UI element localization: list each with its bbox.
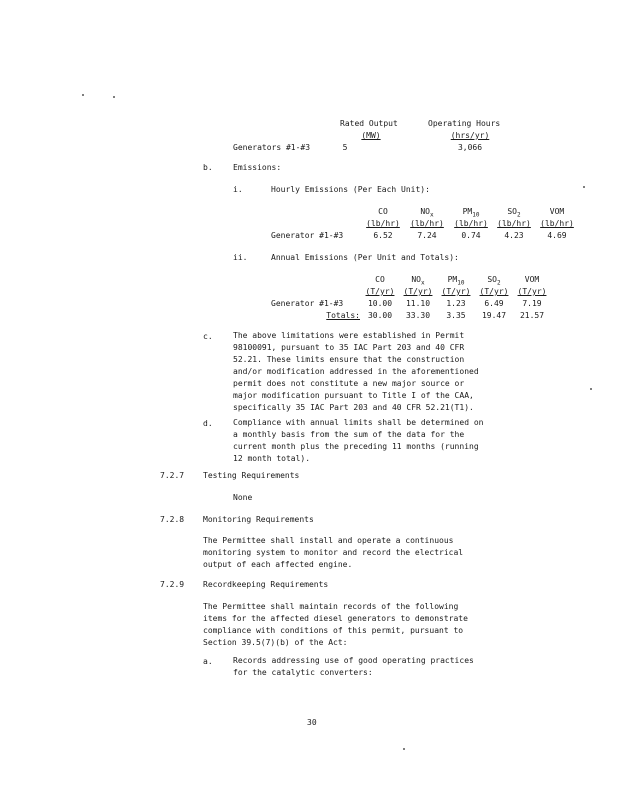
- annual-value-vom: 7.19: [522, 299, 542, 308]
- annual-total-pm10: 3.35: [446, 311, 466, 320]
- hourly-header-pm10: $PM_{10}$: [462, 207, 480, 219]
- scan-speck: [403, 748, 405, 750]
- annual-value-so2: 6.49: [484, 299, 504, 308]
- section-727-title: Testing Requirements: [203, 471, 300, 480]
- section-d-letter: d.: [203, 419, 213, 428]
- hourly-value-vom: 4.69: [547, 231, 567, 240]
- hourly-numeral: i.: [233, 185, 243, 194]
- section-729-text: The Permittee shall maintain records of the following items for the affected diesel generators to demonstrate compliance with conditions of this permit, pursuant to Section 39.5(7)(b) of the Act:: [203, 602, 468, 647]
- annual-totals-label: Totals:: [326, 311, 360, 320]
- item-a-text: Records addressing use of good operating practices for the catalytic converters:: [233, 656, 474, 677]
- scan-speck: [82, 94, 84, 96]
- hourly-unit-vom: (lb/hr): [540, 219, 574, 228]
- annual-value-co: 10.00: [367, 299, 393, 308]
- annual-header-pm10: $PM_{10}$: [447, 275, 465, 287]
- annual-header-vom: VOM: [524, 275, 540, 284]
- section-727-number: 7.2.7: [160, 471, 185, 480]
- annual-total-vom: 21.57: [519, 311, 545, 320]
- annual-total-co: 30.00: [367, 311, 393, 320]
- hourly-unit-so2: (lb/hr): [497, 219, 531, 228]
- scan-speck: [113, 96, 115, 98]
- section-c-letter: c.: [203, 332, 213, 341]
- operating-hours-header: Operating Hours: [428, 119, 501, 128]
- annual-unit-pm10: (T/yr): [441, 287, 471, 296]
- hourly-header-co: CO: [378, 207, 388, 216]
- section-729-number: 7.2.9: [160, 580, 185, 589]
- annual-value-nox: 11.10: [405, 299, 431, 308]
- section-728-title: Monitoring Requirements: [203, 515, 314, 524]
- section-728-text: The Permittee shall install and operate a continuous monitoring system to monitor and record the electrical output of each affected engine.: [203, 536, 464, 569]
- section-c-text: The above limitations were established in Permit 98100091, pursuant to 35 IAC Part 203 and 40 CFR 52.21. These limits ensure that the construction and/or modification addressed in the aforementioned permit does not constitute a new major source or major modification pursuant to Title I of the CAA, specifically 35 IAC Part 203 and 40 CFR 52.21(T1).: [233, 331, 479, 412]
- annual-unit-nox: (T/yr): [403, 287, 433, 296]
- section-729-title: Recordkeeping Requirements: [203, 580, 329, 589]
- annual-header-so2: $SO_2$: [487, 275, 501, 287]
- hourly-title: Hourly Emissions (Per Each Unit):: [271, 185, 430, 194]
- item-a-letter: a.: [203, 657, 213, 666]
- section-b-title: Emissions:: [233, 163, 282, 172]
- hourly-row-label: Generator #1-#3: [271, 231, 344, 240]
- annual-unit-so2: (T/yr): [479, 287, 509, 296]
- hourly-value-so2: 4.23: [504, 231, 524, 240]
- generators-row-label: Generators #1-#3: [233, 143, 311, 152]
- annual-row-label: Generator #1-#3: [271, 299, 344, 308]
- section-d-text: Compliance with annual limits shall be determined on a monthly basis from the sum of the data for the current month plus the preceding 11 months (running 12 month total).: [233, 418, 484, 463]
- hourly-header-nox: $NO_x$: [420, 207, 434, 219]
- operating-hours-value: 3,066: [457, 143, 483, 152]
- annual-unit-vom: (T/yr): [517, 287, 547, 296]
- scan-speck: [583, 186, 585, 188]
- annual-value-pm10: 1.23: [446, 299, 466, 308]
- hourly-header-so2: $SO_2$: [507, 207, 521, 219]
- hourly-value-pm10: 0.74: [461, 231, 481, 240]
- page-number: 30: [307, 718, 317, 727]
- hourly-header-vom: VOM: [549, 207, 565, 216]
- annual-unit-co: (T/yr): [365, 287, 395, 296]
- annual-header-nox: $NO_x$: [411, 275, 425, 287]
- section-b-letter: b.: [203, 163, 213, 172]
- rated-output-header: Rated Output: [340, 119, 398, 128]
- section-727-body: None: [233, 493, 253, 502]
- hourly-unit-nox: (lb/hr): [410, 219, 444, 228]
- annual-title: Annual Emissions (Per Unit and Totals):: [271, 253, 459, 262]
- scan-speck: [590, 388, 592, 390]
- hourly-value-co: 6.52: [373, 231, 393, 240]
- rated-output-value: 5: [342, 143, 348, 152]
- annual-total-so2: 19.47: [481, 311, 507, 320]
- annual-total-nox: 33.30: [405, 311, 431, 320]
- hourly-value-nox: 7.24: [417, 231, 437, 240]
- rated-output-unit: (MW): [361, 131, 381, 140]
- hourly-unit-co: (lb/hr): [366, 219, 400, 228]
- section-728-number: 7.2.8: [160, 515, 185, 524]
- hourly-unit-pm10: (lb/hr): [454, 219, 488, 228]
- annual-numeral: ii.: [233, 253, 248, 262]
- annual-header-co: CO: [375, 275, 385, 284]
- operating-hours-unit: (hrs/yr): [450, 131, 490, 140]
